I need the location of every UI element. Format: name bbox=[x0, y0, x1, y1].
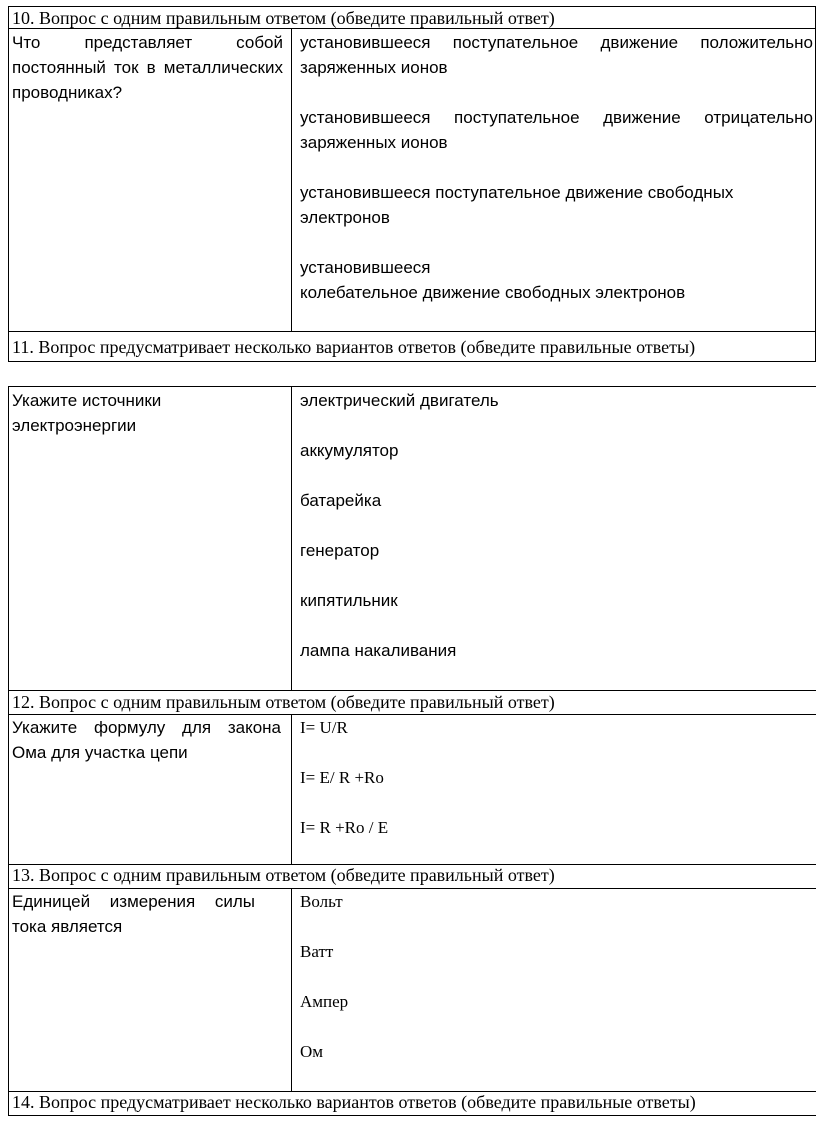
question-13-text: Единицей измерения силы тока является bbox=[9, 889, 292, 1091]
question-14-header: 14. Вопрос предусматривает несколько вариантов ответов (обведите правильные ответы) bbox=[9, 1091, 816, 1116]
answer-option[interactable]: установившееся поступательное движение положительно заряженных ионов bbox=[300, 33, 813, 77]
question-11-header: 11. Вопрос предусматривает несколько вариантов ответов (обведите правильные ответы) bbox=[9, 332, 815, 362]
answer-option[interactable]: I= R +Ro / E bbox=[300, 818, 389, 837]
question-12-block bbox=[8, 690, 816, 865]
answer-option[interactable]: установившееся поступательное движение свободных электронов bbox=[300, 183, 734, 227]
question-10-block bbox=[8, 6, 816, 362]
answer-option[interactable]: электрический двигатель bbox=[300, 391, 499, 410]
answer-option[interactable]: генератор bbox=[300, 541, 380, 560]
answer-option[interactable]: установившееся bbox=[300, 258, 431, 277]
question-14-block bbox=[8, 1091, 816, 1116]
answer-option[interactable]: Ом bbox=[300, 1042, 324, 1061]
answer-option[interactable]: кипятильник bbox=[300, 591, 398, 610]
answer-option[interactable]: лампа накаливания bbox=[300, 641, 457, 660]
answer-option[interactable]: Ампер bbox=[300, 992, 349, 1011]
question-10-row bbox=[9, 29, 815, 332]
question-10-options bbox=[292, 29, 815, 331]
question-13-header: 13. Вопрос с одним правильным ответом (обведите правильный ответ) bbox=[9, 864, 816, 889]
question-13-block bbox=[8, 864, 816, 1092]
answer-option[interactable]: Ватт bbox=[300, 942, 334, 961]
question-10-text: Что представляет собой постоянный ток в металлических проводниках? bbox=[9, 29, 292, 331]
answer-option[interactable]: аккумулятор bbox=[300, 441, 399, 460]
question-12-row bbox=[9, 715, 816, 865]
question-11-options bbox=[292, 387, 816, 690]
question-12-header: 12. Вопрос с одним правильным ответом (обведите правильный ответ) bbox=[9, 690, 816, 715]
question-11-row bbox=[9, 386, 816, 691]
question-13-options bbox=[292, 889, 816, 1091]
answer-option[interactable]: установившееся поступательное движение отрицательно заряженных ионов bbox=[300, 108, 813, 152]
question-11-text: Укажите источники электроэнергии bbox=[9, 387, 292, 690]
answer-option[interactable]: батарейка bbox=[300, 491, 382, 510]
question-10-header: 10. Вопрос с одним правильным ответом (обведите правильный ответ) bbox=[9, 6, 815, 29]
question-12-text: Укажите формулу для закона Ома для участка цепи bbox=[9, 715, 292, 864]
answer-option[interactable]: I= E/ R +Ro bbox=[300, 768, 384, 787]
question-12-options bbox=[292, 715, 816, 864]
question-11-block bbox=[8, 386, 816, 691]
answer-option[interactable]: колебательное движение свободных электронов bbox=[300, 283, 686, 302]
question-13-row bbox=[9, 889, 816, 1092]
answer-option[interactable]: Вольт bbox=[300, 892, 343, 911]
answer-option[interactable]: I= U/R bbox=[300, 718, 348, 737]
